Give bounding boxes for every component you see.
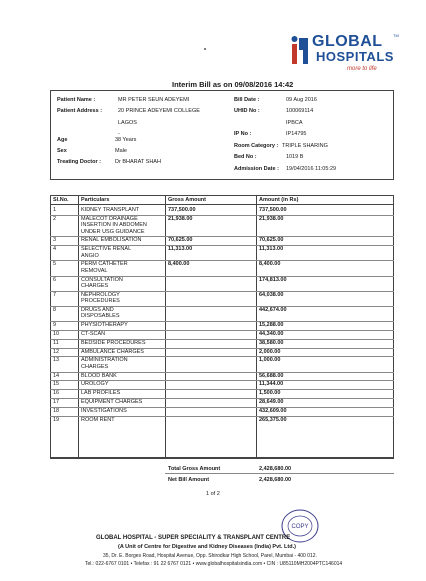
row-particular: PHYSIOTHERAPY (81, 322, 128, 329)
row-amount: 64,038.00 (259, 291, 284, 298)
col-divider-sl (78, 195, 79, 458)
row-amount: 1,500.00 (259, 390, 281, 397)
row-sl: 11 (53, 339, 59, 346)
row-particular: CT-SCAN (81, 331, 106, 337)
patient-address-label: Patient Address : (57, 108, 103, 114)
row-particular: INVESTIGATIONS (81, 407, 127, 414)
row-amount: 44,340.00 (259, 331, 284, 337)
row-particular: SELECTIVE RENAL (81, 246, 132, 253)
row-amount: 265,375.00 (259, 416, 287, 423)
row-amount: 174,813.00 (259, 276, 287, 283)
row-sl: 5 (53, 261, 57, 268)
patient-address-line1: 20 PRINCE ADEYEMI COLLEGE (118, 108, 200, 114)
row-amount: 737,500.00 (259, 207, 287, 213)
row-sl: 17 (53, 399, 60, 405)
bed-label: Bed No : (234, 154, 257, 160)
age-value: 38 Years (115, 137, 137, 143)
row-particular: BLOOD BANK (81, 372, 117, 379)
row-sl: 19 (53, 416, 60, 423)
admission-value: 19/04/2016 11:05:29 (286, 166, 337, 172)
row-particular: PROCEDURES (81, 298, 120, 305)
ipd-code: IPBCA (286, 120, 303, 126)
table-bottom (50, 458, 394, 459)
row-sl: 1 (53, 207, 57, 213)
row-particular: EQUIPMENT CHARGES (81, 399, 143, 405)
row-particular: CHARGES (81, 363, 109, 370)
doctor-value: Dr BHARAT SHAH (115, 159, 161, 165)
footer-hospital-name: GLOBAL HOSPITAL - SUPER SPECIALITY & TRANSPLANT CENTRE (96, 535, 291, 541)
row-particular: NEPHROLOGY (81, 291, 120, 298)
col-divider-gross (256, 195, 257, 458)
row-gross-amount: 21,938.00 (168, 215, 193, 222)
row-gross-amount: 70,625.00 (168, 237, 193, 244)
row-amount: 56,688.00 (259, 372, 284, 379)
page-number: 1 of 2 (206, 491, 220, 497)
footer-unit: (A Unit of Centre for Digestive and Kidney Diseases (India) Pvt. Ltd.) (118, 544, 296, 550)
row-particular: PERM CATHETER (81, 261, 128, 268)
row-amount: 15,288.00 (259, 322, 284, 329)
row-amount: 38,580.00 (259, 339, 284, 346)
row-sl: 15 (53, 381, 60, 388)
sex-label: Sex (57, 148, 67, 154)
patient-info-box (50, 90, 394, 180)
row-particular: AMBULANCE CHARGES (81, 348, 144, 355)
row-particular: CHARGES (81, 283, 109, 289)
header-sl: Sl.No. (53, 197, 69, 203)
row-amount: 8,400.00 (259, 261, 281, 268)
sex-value: Male (115, 148, 127, 154)
row-sl: 4 (53, 246, 57, 253)
row-particular: BEDSIDE PROCEDURES (81, 339, 146, 346)
row-amount: 432,609.00 (259, 407, 287, 414)
footer-address: 35, Dr. E. Borges Road, Hospital Avenue, Opp. Shirodkar High School, Parel, Mumbai - 400 012. (103, 553, 317, 559)
row-particular: UNDER USG GUIDANCE (81, 228, 145, 235)
row-amount: 21,938.00 (259, 215, 284, 222)
footer-contact: Tel.: 022-6767 0101 • Telefax : 91 22 6767 0121 • www.globalhospitalsindia.com • CIN : U85110MH2004PTC146014 (85, 561, 343, 567)
age-dash: - (118, 131, 120, 137)
row-amount: 442,674.00 (259, 307, 287, 313)
net-bill-label: Net Bill Amount (168, 477, 210, 483)
uhid-value: 100069114 (286, 108, 314, 114)
header-divider (50, 204, 394, 205)
patient-address-line2: LAGOS (118, 120, 137, 126)
row-particular: CONSULTATION (81, 276, 123, 283)
header-particulars: Particulars (81, 197, 110, 203)
patient-name: MR PETER SEUN ADEYEMI (118, 97, 190, 103)
row-particular: DISPOSABLES (81, 313, 120, 320)
header-amount: Amount (in Rs) (259, 197, 299, 203)
row-particular: REMOVAL (81, 267, 108, 274)
row-amount: 11,344.00 (259, 381, 284, 388)
doctor-label: Treating Doctor : (57, 159, 102, 165)
row-particular: ADMINISTRATION (81, 357, 128, 364)
logo-tagline: more to life (347, 66, 377, 72)
row-amount: 2,000.00 (259, 348, 281, 355)
row-particular: ANGIO (81, 252, 99, 259)
row-particular: INSERTION IN ABDOMEN (81, 222, 147, 229)
row-sl: 7 (53, 291, 57, 298)
room-label: Room Category : (234, 143, 279, 149)
bill-date-label: Bill Date : (234, 97, 260, 103)
row-particular: LAB PROFILES (81, 390, 121, 397)
row-sl: 2 (53, 215, 57, 222)
logo-trademark: TM (393, 33, 399, 38)
age-label: Age (57, 137, 68, 143)
row-particular: ROOM RENT (81, 416, 115, 423)
row-sl: 10 (53, 331, 60, 337)
row-amount: 1,000.00 (259, 357, 281, 364)
row-particular: MALECOT DRAINAGE (81, 215, 138, 222)
row-sl: 12 (53, 348, 60, 355)
logo-subtitle: HOSPITALS (316, 49, 394, 64)
ip-label: IP No : (234, 131, 252, 137)
row-amount: 28,649.00 (259, 399, 284, 405)
ip-value: IP14795 (286, 131, 307, 137)
total-gross-value: 2,428,680.00 (259, 466, 292, 472)
col-divider-particulars (165, 195, 166, 458)
row-sl: 18 (53, 407, 60, 414)
row-sl: 16 (53, 390, 60, 397)
patient-name-label: Patient Name : (57, 97, 96, 103)
row-gross-amount: 8,400.00 (168, 261, 190, 268)
row-sl: 8 (53, 307, 57, 313)
global-hospitals-logo-icon (290, 34, 310, 66)
net-bill-value: 2,428,680.00 (259, 477, 292, 483)
row-sl: 9 (53, 322, 57, 329)
row-amount: 70,625.00 (259, 237, 284, 244)
speck (204, 48, 206, 50)
row-gross-amount: 11,313.00 (168, 246, 193, 253)
total-gross-label: Total Gross Amount (168, 466, 221, 472)
bed-value: 1019 B (286, 154, 304, 160)
row-sl: 13 (53, 357, 60, 364)
row-particular: RENAL EMBOLISATION (81, 237, 142, 244)
row-amount: 11,313.00 (259, 246, 284, 253)
stamp-text: COPY (291, 524, 309, 530)
row-sl: 3 (53, 237, 57, 244)
header-gross: Gross Amount (168, 197, 206, 203)
uhid-label: UHID No : (234, 108, 260, 114)
logo-brand: GLOBAL (312, 33, 383, 50)
bill-title: Interim Bill as on 09/08/2016 14:42 (172, 80, 294, 89)
admission-label: Admission Date : (234, 166, 279, 172)
row-gross-amount: 737,500.00 (168, 207, 196, 213)
bill-date: 09 Aug 2016 (286, 97, 317, 103)
row-sl: 14 (53, 372, 60, 379)
row-particular: DRUGS AND (81, 307, 114, 313)
row-particular: KIDNEY TRANSPLANT (81, 207, 140, 213)
totals-divider (165, 473, 394, 474)
row-sl: 6 (53, 276, 57, 283)
room-value: TRIPLE SHARING (282, 143, 328, 149)
row-particular: UROLOGY (81, 381, 109, 388)
